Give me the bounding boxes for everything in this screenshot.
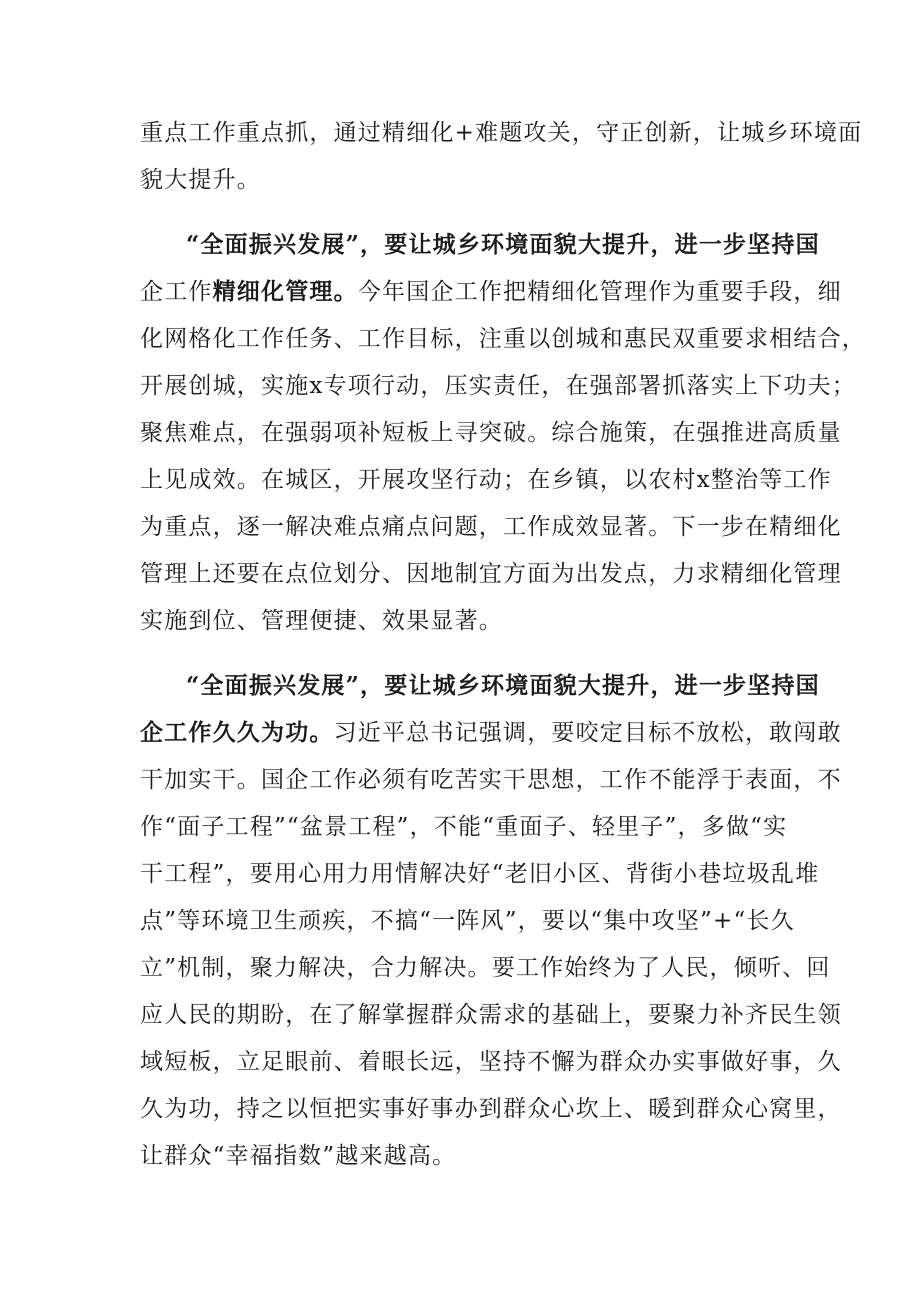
paragraph-3-line-1-text: 习近平总书记强调，要咬定目标不放松，敢闯敢 [333,720,842,746]
paragraph-2-heading: “全面振兴发展”，要让城乡环境面貌大提升，进一步坚持国 [186,231,820,258]
paragraph-3-heading: “全面振兴发展”，要让城乡环境面貌大提升，进一步坚持国 [186,672,820,699]
paragraph-3-line-10: 让群众“幸福指数”越来越高。 [140,1143,457,1169]
paragraph-2-line-1-text: 今年国企工作把精细化管理作为重要手段，细 [357,279,842,305]
paragraph-2-line-6: 为重点，逐一解决难点痛点问题，工作成效显著。下一步在精细化 [140,514,842,540]
paragraph-2-heading-bold: 精细化管理。 [212,278,358,305]
paragraph-3-line-7: 应人民的期盼，在了解掌握群众需求的基础上，要聚力补齐民生领 [140,1002,842,1028]
paragraph-2-line-7: 管理上还要在点位划分、因地制宜方面为出发点，力求精细化管理 [140,561,842,587]
paragraph-2-line-4: 聚焦难点，在强弱项补短板上寻突破。综合施策，在强推进高质量 [140,420,842,446]
paragraph-3-line-6: 立”机制，聚力解决，合力解决。要工作始终为了人民，倾听、回 [140,955,831,981]
paragraph-3-line-5: 点”等环境卫生顽疾，不搞“一阵风”，要以“集中攻坚”+“长久 [140,908,795,934]
paragraph-2-line-2: 化网格化工作任务、工作目标，注重以创城和惠民双重要求相结合， [140,326,866,352]
paragraph-3-heading-bold: 企工作久久为功。 [140,719,334,746]
paragraph-3-line-8: 域短板，立足眼前、着眼长远，坚持不懈为群众办实事做好事，久 [140,1049,842,1075]
paragraph-3-line-1 [140,718,842,748]
paragraph-1-line-2: 貌大提升。 [140,167,261,193]
paragraph-3-line-3: 作“面子工程”“盆景工程”，不能“重面子、轻里子”，多做“实 [140,814,788,840]
paragraph-1-line-1: 重点工作重点抓，通过精细化+难题攻关，守正创新，让城乡环境面 [140,120,863,146]
paragraph-2-line-3: 开展创城，实施x专项行动，压实责任，在强部署抓落实上下功夫； [140,373,856,399]
paragraph-2-line-1 [140,277,842,307]
paragraph-3-line-9: 久为功，持之以恒把实事好事办到群众心坎上、暖到群众心窝里， [140,1096,842,1122]
paragraph-2-heading-prefix: 企工作 [140,279,213,305]
paragraph-2-line-5: 上见成效。在城区，开展攻坚行动；在乡镇，以农村x整治等工作 [140,467,832,493]
paragraph-3-line-2: 干加实干。国企工作必须有吃苦实干思想，工作不能浮于表面，不 [140,767,842,793]
paragraph-2-line-8: 实施到位、管理便捷、效果显著。 [140,608,503,634]
paragraph-3-line-4: 干工程”，要用心用力用情解决好“老旧小区、背街小巷垃圾乱堆 [140,861,820,887]
